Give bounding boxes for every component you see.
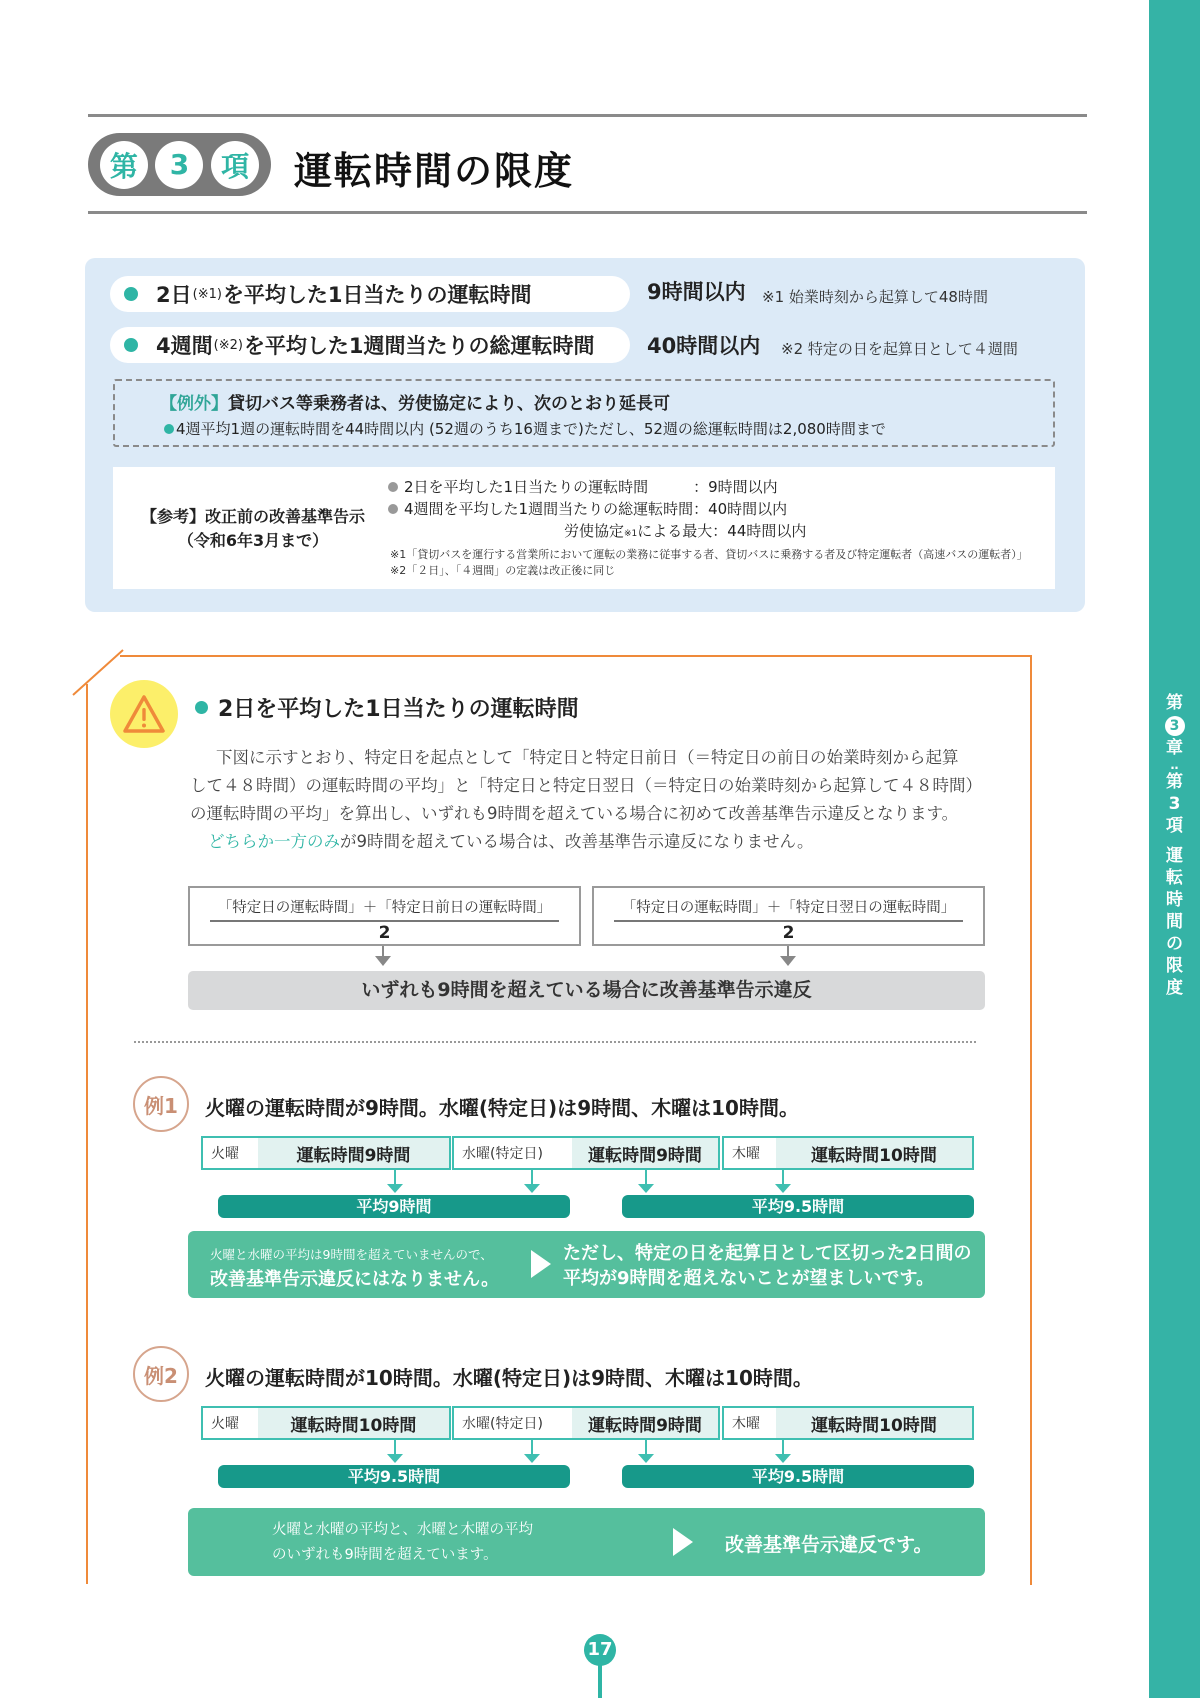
reference-row-text: 2日を平均した1日当たりの運転時間 ：9時間以内 [404, 478, 778, 496]
reference-label [133, 505, 373, 553]
fraction-bar [614, 920, 963, 922]
page-number-stem [598, 1664, 602, 1698]
example-badge: 例2 [133, 1346, 189, 1402]
paragraph-line: の運転時間の平均」を算出し、いずれも9時間を超えている場合に初めて改善基準告示違反となります。 [190, 804, 959, 823]
day-value: 運転時間10時間 [290, 1415, 417, 1436]
rule-label: 2日 [156, 283, 192, 307]
side-char: 度 [1166, 978, 1183, 998]
detail-heading [195, 692, 579, 723]
day-box-wednesday [452, 1136, 720, 1170]
reference-row [388, 498, 806, 520]
page-title: 運転時間の限度 [294, 149, 575, 193]
reference-note: ※2「２日」、「４週間」の定義は改正後に同じ [390, 564, 616, 577]
reference-box [113, 467, 1055, 589]
day-label: 火曜 [203, 1408, 258, 1438]
section-badge-char: 第 [100, 141, 148, 189]
day-label: 水曜(特定日) [454, 1408, 572, 1438]
formula-numerator: 「特定日の運転時間」＋「特定日前日の運転時間」 [217, 900, 552, 916]
result-note [272, 1518, 533, 1568]
rule-footnote: ※2 特定の日を起算日として４週間 [781, 340, 1018, 358]
frame-left-line [86, 684, 88, 1584]
reference-note: ※1「貸切バスを運行する営業所において運転の業務に従事する者、貸切バスに乗務する者及び特定運転者（高速バスの運転者）」 [390, 548, 1028, 561]
rule-value: 9時間以内 [647, 280, 746, 304]
section-badge-number: 3 [155, 141, 203, 189]
side-colon: ‥ [1170, 758, 1179, 772]
day-value: 運転時間10時間 [811, 1145, 937, 1166]
arrow-down-icon [531, 1170, 533, 1187]
bullet-dot [388, 504, 398, 514]
frame-right-line [1030, 655, 1032, 1585]
arrow-down-icon [394, 1440, 396, 1457]
header-bottom-rule [88, 211, 1087, 214]
arrow-down-icon [394, 1170, 396, 1187]
example-result-box [188, 1231, 985, 1298]
day-box-wednesday [452, 1406, 720, 1440]
exception-tag: 【例外】 [160, 394, 228, 414]
page-number: 17 [584, 1634, 616, 1666]
fraction-bar [210, 920, 559, 922]
formula-box-next-day [592, 886, 985, 946]
bullet-dot [164, 424, 174, 434]
side-char: 転 [1166, 868, 1183, 888]
bullet-dot [195, 701, 208, 714]
rule-label: を平均した1週間当たりの総運転時間 [243, 334, 595, 358]
arrow-down-icon [645, 1440, 647, 1457]
paragraph-line [190, 828, 990, 856]
result-text: 火曜と水曜の平均と、水曜と木曜の平均 [272, 1522, 533, 1538]
reference-row-text: による最大：44時間以内 [637, 522, 807, 540]
formula-numerator: 「特定日の運転時間」＋「特定日翌日の運転時間」 [621, 900, 956, 916]
day-box-tuesday [201, 1136, 451, 1170]
footnote-ref: ※1 [624, 529, 638, 539]
average-bar: 平均9.5時間 [622, 1195, 974, 1218]
detail-paragraph [190, 744, 990, 856]
formula-denominator: 2 [782, 923, 795, 943]
result-text: 改善基準告示違反です。 [725, 1534, 933, 1556]
exception-box [113, 379, 1055, 447]
day-label: 木曜 [724, 1138, 776, 1168]
header-top-rule [88, 114, 1087, 117]
result-text: ただし、特定の日を起算日として区切った2日間の [563, 1243, 972, 1264]
dotted-divider [134, 1041, 976, 1043]
exception-title [160, 389, 670, 414]
result-note [563, 1241, 972, 1291]
rule-footnote-ref: (※1) [192, 286, 222, 302]
frame-top-line [120, 655, 1032, 657]
bullet-dot [124, 287, 138, 301]
detail-heading-text: 2日を平均した1日当たりの運転時間 [218, 697, 579, 722]
reference-row-text: 4週間を平均した1週間当たりの総運転時間：40時間以内 [404, 500, 788, 518]
day-value: 運転時間9時間 [588, 1415, 702, 1436]
arrow-down-icon [645, 1170, 647, 1187]
result-text: のいずれも9時間を超えています。 [272, 1547, 498, 1563]
side-char: 第 [1166, 772, 1183, 792]
day-value: 運転時間9時間 [588, 1145, 702, 1166]
side-char: 運 [1166, 846, 1183, 866]
arrow-down-icon [382, 946, 384, 958]
rule-item-2day [110, 276, 630, 312]
average-bar: 平均9時間 [218, 1195, 570, 1218]
arrow-down-icon [531, 1440, 533, 1457]
side-char: 間 [1166, 912, 1183, 932]
example-title: 火曜の運転時間が10時間。水曜(特定日)は9時間、木曜は10時間。 [205, 1366, 813, 1390]
reference-row-text: 労使協定 [564, 522, 625, 540]
rule-footnote-ref: (※2) [213, 337, 243, 353]
warning-icon [122, 694, 166, 734]
average-bar: 平均9.5時間 [218, 1465, 570, 1488]
side-char: 3 [1168, 794, 1181, 814]
exception-detail [164, 418, 886, 439]
paragraph-text: が9時間を超えている場合は、改善基準告示違反になりません。 [340, 832, 814, 851]
warning-badge [110, 680, 178, 748]
conclusion-bar: いずれも9時間を超えている場合に改善基準告示違反 [188, 971, 985, 1010]
section-badge-char: 項 [211, 141, 259, 189]
average-bar: 平均9.5時間 [622, 1465, 974, 1488]
reference-row [388, 476, 806, 498]
bullet-dot [388, 482, 398, 492]
formula-box-prev-day [188, 886, 581, 946]
paragraph-line: して４８時間）の運転時間の平均」と「特定日と特定日翌日（＝特定日の始業時刻から起算して４８時間） [190, 776, 982, 795]
exception-detail-text: 4週平均1週の運転時間を44時間以内 (52週のうち16週まで)ただし、52週の総運転時間は2,080時間まで [176, 420, 886, 438]
day-value: 運転時間9時間 [296, 1145, 411, 1166]
arrow-down-icon [782, 1170, 784, 1187]
emphasis-text: どちらか一方のみ [208, 832, 340, 851]
result-text: 平均が9時間を超えないことが望ましいです。 [563, 1268, 935, 1289]
formula-denominator: 2 [378, 923, 391, 943]
reference-label-line: 【参考】改正前の改善基準告示 [140, 507, 365, 526]
reference-row [388, 520, 806, 545]
arrow-down-icon [787, 946, 789, 958]
result-text: 改善基準告示違反にはなりません。 [210, 1269, 500, 1290]
rule-label: を平均した1日当たりの運転時間 [222, 283, 532, 307]
side-char: 章 [1166, 738, 1183, 758]
side-char: 時 [1166, 890, 1183, 910]
example-badge: 例1 [133, 1076, 189, 1132]
side-char-circle [1149, 714, 1200, 737]
day-label: 水曜(特定日) [454, 1138, 572, 1168]
play-arrow-icon [531, 1250, 551, 1278]
reference-label-line: （令和6年3月まで） [177, 531, 329, 550]
side-char: 限 [1166, 956, 1183, 976]
bullet-dot [124, 338, 138, 352]
exception-text: 貸切バス等乗務者は、労使協定により、次のとおり延長可 [228, 394, 670, 414]
side-char: 第 [1166, 693, 1183, 713]
rule-footnote: ※1 始業時刻から起算して48時間 [762, 288, 988, 306]
chapter-side-label [1149, 692, 1200, 999]
example-result-box [188, 1508, 985, 1576]
day-value: 運転時間10時間 [811, 1415, 937, 1436]
play-arrow-icon [673, 1528, 693, 1556]
rule-label: 4週間 [156, 334, 213, 358]
rule-value: 40時間以内 [647, 334, 761, 358]
day-label: 木曜 [724, 1408, 776, 1438]
side-gap [1149, 837, 1200, 845]
chapter-number-circle: 3 [1165, 716, 1185, 736]
paragraph-line: 下図に示すとおり、特定日を起点として「特定日と特定日前日（＝特定日の前日の始業時刻から起算 [216, 748, 959, 767]
side-char: の [1166, 934, 1183, 954]
reference-list [388, 476, 806, 545]
day-label: 火曜 [203, 1138, 258, 1168]
section-badge [88, 133, 271, 196]
side-char: 項 [1166, 816, 1183, 836]
example-title: 火曜の運転時間が9時間。水曜(特定日)は9時間、木曜は10時間。 [205, 1096, 799, 1120]
day-box-thursday [722, 1406, 974, 1440]
day-box-thursday [722, 1136, 974, 1170]
rule-item-4week [110, 327, 630, 363]
day-box-tuesday [201, 1406, 451, 1440]
result-text: 火曜と水曜の平均は9時間を超えていませんので、 [210, 1247, 493, 1262]
arrow-down-icon [782, 1440, 784, 1457]
